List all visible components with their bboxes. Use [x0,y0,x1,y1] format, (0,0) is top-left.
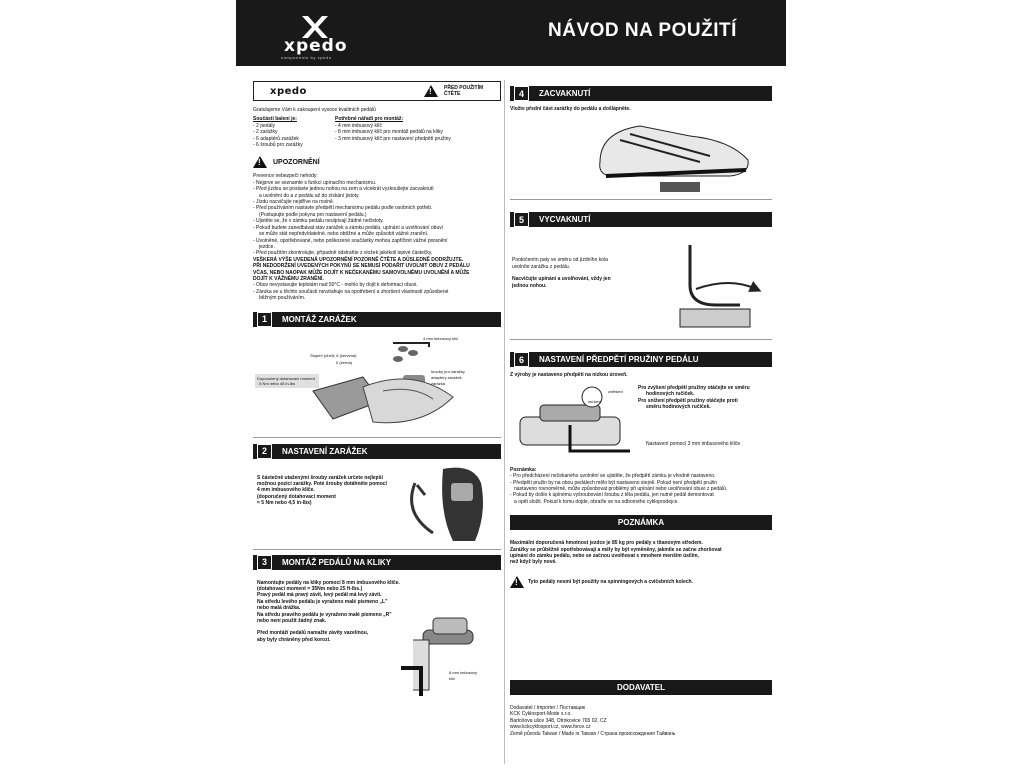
text-line: 4 mm imbusového klíče. [257,487,315,494]
section-title: DODAVATEL [617,682,665,692]
divider [253,437,501,438]
brand-subtitle: components by xpedo [281,55,332,60]
package-item: - 2 zarážky [253,129,278,136]
dial-tighter: zvětšení [608,388,623,394]
warning-line: Prevence nebezpečí nehody: [253,173,318,180]
right-column [510,86,772,737]
text-line: Pootočením paty ve směru od jízdního kola [512,257,608,264]
note-text [510,540,772,566]
warning-line: - Ujistěte se, že v zámku pedálu neulpívají žádné nečistoty. [253,218,384,225]
divider [510,339,772,340]
intro-brand: xpedo [270,85,307,97]
package-contents [253,116,501,148]
text-line: jednou nohou. [512,282,547,289]
section-title: NASTAVENÍ ZARÁŽEK [282,446,368,456]
section-title: ZACVAKNUTÍ [539,89,591,98]
section-title: POZNÁMKA [617,518,665,528]
warning-caps-line: VČAS, NEBO NAOPAK MŮŽE DOJÍT K NEČEKANÉMU SAMOVOLNÉMU UVOLNĚNÍ A MŮŽE [253,269,470,276]
divider [253,549,501,550]
hex-key-label: 8 mm imbusový klíč [449,669,478,681]
section-title: MONTÁŽ ZARÁŽEK [282,314,357,324]
tool-item: - 8 mm imbusový klíč pro montáž pedálů na kliky [335,129,443,136]
clip-in-text: Vložte přední část zarážky do pedálu a došlápněte. [510,106,631,112]
warning-line: - Pokud budete zanedbávat stav zarážek a zámku pedálu, upínání a uvolňování obuvi [253,224,443,231]
note-line: nastaveno rovnoměrně, může způsobovat problémy při upínání nebo uvolňování obuvi z pedálů. [514,486,728,493]
warning-line: běžným používáním. [259,295,306,302]
warning-triangle-icon: ! [253,156,267,168]
text-line: nebo není použit žádný znak. [257,618,327,624]
package-title: Součásti balení je: [253,116,297,123]
text-line: S částečně utaženými šrouby zarážek určete nejlepší [257,474,383,481]
warning-caps-line: VEŠKERÁ VÝŠE UVEDENÁ UPOZORNĚNÍ POZORNĚ ČTĚTE A DŮSLEDNĚ DODRŽUJTE. [253,256,464,263]
warning-title: UPOZORNĚNÍ [273,158,320,166]
note-line: upínání do zámku pedálu, nebo se začnou uvolňovat s mnohem menším úsilím, [510,553,699,560]
spinning-warning-text: Tyto pedály nesmí být použity na spinningových a cvičebních kolech. [528,578,693,585]
section-number: 3 [257,555,272,570]
warning-line: - Obuv nevystavujte teplotám nad 50°C - mohlo by dojít k deformaci obuvi. [253,282,418,289]
warning-line: - Nejprve se seznamte s funkcí upínacího mechanismu. [253,179,377,186]
tension-diagram [510,379,772,467]
text-line: Na středu pravého pedálu je vyraženo malé písmeno „R" [257,611,392,618]
section-3-bar [253,555,501,570]
pedal-mount [253,570,501,700]
header-bar [236,0,786,66]
cleat-adjust-text [257,475,407,507]
section-4-bar [510,86,772,101]
text-line: možnou pozici zarážky. Poté šrouby dotáhněte pomocí [257,480,387,487]
warning-line: - Před jízdou se postavte jednou nohou na zem a vícekrát vyzkoušejte zacvaknutí [253,186,434,193]
warning-heading [253,156,501,168]
text-line: směru hodinových ručiček. [646,404,711,411]
supplier-line: KCK Cyklosport-Mode s.r.o. [510,711,572,718]
note-line: - Pro předcházení nečekaného uvolnění se ujistěte, že předpětí zámku je vhodně nastaveno. [510,473,716,480]
text-line: aby byly chráněny před korozí. [257,636,331,643]
section-number: 2 [257,444,272,459]
warning-line: - Před použitím zkontrolujte, případně odstraňte z vložek jakékoli lepivé částečky. [253,250,433,257]
cleat-mount-diagram [253,327,501,433]
warning-line: jezdce. [259,243,275,250]
section-number: 5 [514,212,529,227]
warning-line: - Před používáním nastavte předpětí mechanismu pedálu podle osobních potřeb. [253,205,433,212]
section-number: 6 [514,352,529,367]
supplier-text [510,705,772,737]
text-line: Namontujte pedály na kliky pomocí 8 mm imbusového klíče. [257,579,400,586]
dial-looser: snížení [588,398,601,404]
note-line: Zarážky se průběžně opotřebovávají a měly by být vyměněny, jakmile se začne zhoršovat [510,546,722,553]
text-line: Pro zvýšení předpětí pružiny otáčejte ve směru [638,384,750,391]
text-line: Nacvičujte upínání a uvolňování, vždy jen [512,276,611,283]
text-line: nebo malá drážka. [257,605,301,612]
warning-line: se může stát nepředvídatelné, nebo obtížné a může způsobit vážné zranění. [259,231,429,238]
section-1-bar [253,312,501,327]
package-item: - 2 pedály [253,122,275,129]
text-line: (doporučený dotahovací moment [257,493,336,500]
warning-icon: ! [424,85,438,97]
supplier-line: Bartošova ulice 348, Otrokovice 765 02, CZ [510,717,607,724]
column-divider [504,80,505,764]
tool-item: - 4 mm imbusový klíč [335,122,382,129]
package-item: - 6 šroubů pro zarážky [253,142,303,149]
warning-triangle-icon: ! [510,576,524,588]
tension-side-text [638,385,772,411]
section-title: NASTAVENÍ PŘEDPĚTÍ PRUŽINY PEDÁLU [539,355,699,365]
intro-header [253,81,501,101]
manual-sheet [236,0,786,768]
package-item: - 6 adaptérů zarážek [253,135,299,142]
greeting: Gratulujeme Vám k zakoupení vysoce kvalitních pedálů [253,107,376,113]
float-label: Stupeň (úhel): 6 (červená) [310,352,357,358]
adapters-label: adaptéry zarážek [431,374,462,380]
float-label: 0 (černá) [336,359,353,365]
section-5-bar [510,212,772,227]
text-line: Na středu levého pedálu je vyraženo malé písmeno „L" [257,598,388,605]
supplier-line: www.kckcyklosport.cz, www.force.cz [510,724,591,731]
pedal-crank-icon [393,610,499,700]
clip-out-text [512,257,642,289]
hex-key-label: 4 mm imbusový klíč [423,335,459,341]
page-title: NÁVOD NA POUŽITÍ [548,20,737,41]
section-number: 1 [257,312,272,327]
text-line: = 5 Nm nebo 4,5 in-lbs) [257,500,312,507]
clip-out [510,227,772,339]
section-2-bar [253,444,501,459]
text-line: Pro snížení předpětí pružiny otáčejte proti [638,397,738,404]
note-line: - Předpětí pružin by na obou pedálech mělo být nastaveno stejně. Pokud není předpětí pružin [510,479,718,486]
supplier-bar [510,680,772,695]
shoe-sole-icon [403,463,499,545]
warning-line: - Jízdu nacvičujte nejdříve na rovině. [253,199,335,206]
clip-out-icon [660,235,770,339]
text-line: Před montáží pedálů namažte závity vazelínou, [257,630,369,637]
supplier-line: Země původu Taiwan / Made in Taiwan / Страна происхождения Тайвань [510,730,676,737]
section-6-bar [510,352,772,367]
cleat-label: zarážka [431,380,446,386]
note-line: - Pokud by došlo k úplnému vyšroubování šroubu z těla pedálu, jen nutné pedál demontovat [510,492,714,499]
text-line: hodinových ručiček. [646,391,695,398]
cleat-adjust [253,459,501,545]
text-line: (dotahovací moment = 35Nm nebo 25 ft-lbs.) [257,585,363,592]
tools-title: Potřebné nářadí pro montáž: [335,116,404,123]
note-bar [510,515,772,530]
warning-line: - Záruka se u těchto součástí nevztahuje na opotřebení a zhoršení vlastností způsobené [253,288,449,295]
warning-caps-line: DOJÍT K VÁŽNÉMU ZRANĚNÍ. [253,275,324,282]
section-title: MONTÁŽ PEDÁLŮ NA KLIKY [282,557,392,567]
warning-line: - Uvolněné, opotřebované, nebo poškozené součástky mohou zapříčinit vážné poranění [253,237,448,244]
warning-caps-line: PŘI NEDODRŽENÍ UVEDENÝCH POKYNŮ SE NEMUSÍ PODAŘIT UVOLNIT OBUV Z PEDÁLU [253,263,470,270]
section-number: 4 [514,86,529,101]
torque-box: Doporučený dotahovací moment : 5 Nm nebo 45 in-lbs [255,374,319,388]
spinning-warning [510,576,772,588]
read-before-use: PŘED POUŽITÍM ČTĚTE [444,85,484,97]
tension-intro: Z výroby je nastaveno předpětí na nízkou úroveň. [510,372,628,379]
left-column [253,81,501,700]
brand-logo: xpedo [284,36,348,56]
note-title: Poznámka: [510,466,537,473]
note-line: než když byly nové. [510,559,557,566]
shoe-clip-in-icon [510,112,772,194]
warning-line: (Postupujte podle pokynu pro nastavení pedálu.) [259,211,367,218]
supplier-line: Dodavatel / Importer / Поставщик [510,704,586,711]
warning-line: a uvolnění do a z pedálu až do získání jistoty. [259,192,360,199]
note-line: Maximální doporučená hmotnost jezdce je 85 kg pro pedály s titanovým středem. [510,540,703,547]
divider [510,199,772,200]
section-title: VYCVAKNUTÍ [539,215,591,225]
text-line: uvolníte zarážku z pedálu. [512,263,571,270]
warning-text [253,173,501,301]
screws-label: šrouby pro zarážky [431,368,465,374]
note-line: a opět složit. Pokud k tomu dojde, obraťte se na odborného cykloprodejce. [514,498,679,505]
tool-item: - 3 mm imbusový klíč pro nastavení předpětí pružiny [335,135,451,142]
text-line: Pravý pedál má pravý závit, levý pedál má levý závit. [257,592,382,599]
hex-note: Nastavení pomocí 3 mm imbusového klíče [646,440,741,447]
